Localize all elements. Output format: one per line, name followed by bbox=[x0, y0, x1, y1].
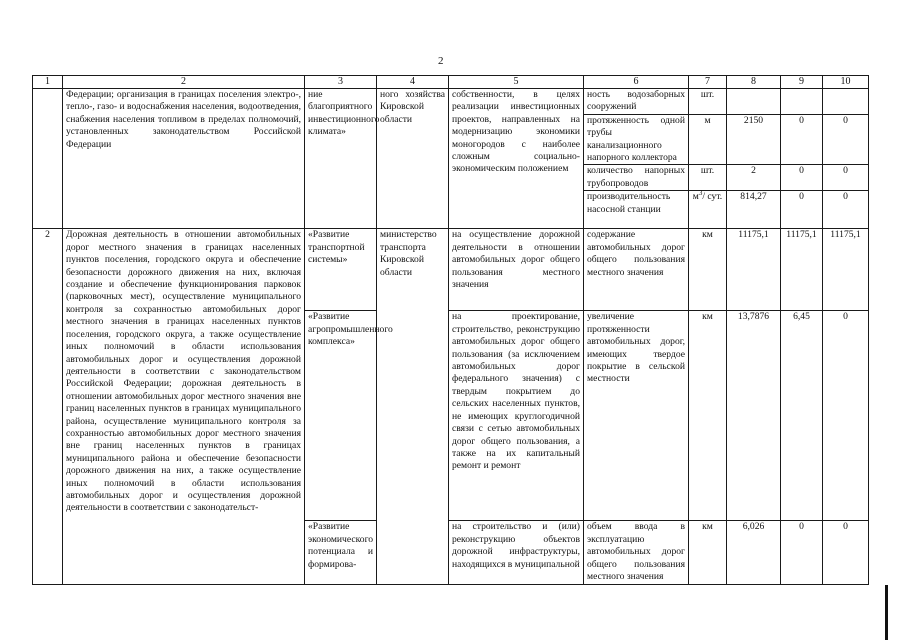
header-cell: 2 bbox=[63, 76, 305, 89]
value-col8: 6,026 bbox=[727, 521, 781, 585]
value-col9: 0 bbox=[781, 191, 823, 229]
header-cell: 8 bbox=[727, 76, 781, 89]
indicator-name: количество напорных трубопроводов bbox=[584, 165, 689, 191]
program-name: «Развитие агропромышленного комплекса» bbox=[305, 311, 377, 521]
authority-description: Федерации; организация в границах поселения электро-, тепло-, газо- и водоснабжения населения, водоотведения, снабжения населения топливом в пределах полномочий, установленных законодательством Российской Федерации bbox=[63, 89, 305, 229]
unit-rest: / сут. bbox=[702, 191, 723, 203]
value-col10: 0 bbox=[823, 114, 869, 165]
page-number: 2 bbox=[438, 55, 444, 67]
value-col9 bbox=[781, 89, 823, 115]
indicator-name: увеличение протяженности автомобильных дорог, имеющих твердое покрытие в сельской местности bbox=[584, 311, 689, 521]
value-col10: 0 bbox=[823, 191, 869, 229]
indicator-name: производительность насосной станции bbox=[584, 191, 689, 229]
program-name: ние благоприятного инвестиционного климата» bbox=[305, 89, 377, 229]
subsidy-purpose: на строительство и (или) реконструкцию объектов дорожной инфраструктуры, находящихся в муниципальной bbox=[449, 521, 584, 585]
unit: км bbox=[689, 229, 727, 311]
unit bbox=[689, 191, 727, 229]
indicator-name: протяженность одной трубы канализационного напорного коллектора bbox=[584, 114, 689, 165]
value-col8 bbox=[727, 89, 781, 115]
subsidy-purpose: на осуществление дорожной деятельности в отношении автомобильных дорог общего пользования местного значения bbox=[449, 229, 584, 311]
value-col8: 814,27 bbox=[727, 191, 781, 229]
agency-name: министерство транспорта Кировской области bbox=[377, 229, 449, 585]
header-cell: 3 bbox=[305, 76, 377, 89]
value-col9: 0 bbox=[781, 521, 823, 585]
header-cell: 10 bbox=[823, 76, 869, 89]
header-row bbox=[33, 76, 869, 89]
value-col9: 6,45 bbox=[781, 311, 823, 521]
header-cell: 4 bbox=[377, 76, 449, 89]
unit-base: м bbox=[692, 191, 699, 203]
value-col9: 0 bbox=[781, 165, 823, 191]
value-col8: 11175,1 bbox=[727, 229, 781, 311]
value-col9: 0 bbox=[781, 114, 823, 165]
header-cell: 1 bbox=[33, 76, 63, 89]
header-cell: 6 bbox=[584, 76, 689, 89]
table-row bbox=[33, 89, 869, 115]
unit: шт. bbox=[689, 165, 727, 191]
table-row bbox=[33, 229, 869, 311]
subsidy-purpose: собственности, в целях реализации инвестиционных проектов, направленных на модернизацию экономики моногородов с наиболее сложным социально-экономическим положением bbox=[449, 89, 584, 229]
value-col9: 11175,1 bbox=[781, 229, 823, 311]
subsidy-purpose: на проектирование, строительство, реконструкцию автомобильных дорог общего пользования (за исключением автомобильных дорог федерального значения) с твердым покрытием до сельских населенных пунктов, не имеющих круглогодичной связи с сетью автомобильных дорог общего пользования, а также на их капитальный ремонт и ремонт bbox=[449, 311, 584, 521]
unit: шт. bbox=[689, 89, 727, 115]
indicator-name: объем ввода в эксплуатацию автомобильных дорог общего пользования местного значения bbox=[584, 521, 689, 585]
program-name: «Развитие экономического потенциала и формирова- bbox=[305, 521, 377, 585]
agency-name: ного хозяйства Кировской области bbox=[377, 89, 449, 229]
value-col10: 0 bbox=[823, 165, 869, 191]
value-col8: 2 bbox=[727, 165, 781, 191]
row-number bbox=[33, 89, 63, 229]
value-col8: 13,7876 bbox=[727, 311, 781, 521]
program-name: «Развитие транспортной системы» bbox=[305, 229, 377, 311]
value-col8: 2150 bbox=[727, 114, 781, 165]
indicator-name: ность водозаборных сооружений bbox=[584, 89, 689, 115]
indicator-name: содержание автомобильных дорог общего пользования местного значения bbox=[584, 229, 689, 311]
authority-description: Дорожная деятельность в отношении автомобильных дорог местного значения в границах населенных пунктов поселения, городского округа и обеспечение безопасности дорожного движения на них, включая создание и обеспечение функционирования парковок (парковочных мест), осуществление муниципального контроля за сохранностью автомобильных дорог местного значения в границах населенных пунктов поселения, городского округа, а также осуществление иных полномочий в области использования автомобильных дорог и осуществления дорожной деятельности в соответствии с законодательством Российской Федерации; дорожная деятельность в отношении автомобильных дорог местного значения вне границ населенных пунктов в границах муниципального района, осуществление муниципального контроля за сохранностью автомобильных дорог местного значения вне границ населенных пунктов в границах муниципального района и обеспечение безопасности дорожного движения на них, а также осуществление иных полномочий в области использования автомобильных дорог и осуществления дорожной деятельности в соответствии с законодательст- bbox=[63, 229, 305, 585]
value-col10: 0 bbox=[823, 521, 869, 585]
row-number: 2 bbox=[33, 229, 63, 585]
header-cell: 7 bbox=[689, 76, 727, 89]
value-col10: 11175,1 bbox=[823, 229, 869, 311]
unit: м bbox=[689, 114, 727, 165]
unit: км bbox=[689, 311, 727, 521]
scan-edge-line bbox=[885, 585, 888, 640]
value-col10 bbox=[823, 89, 869, 115]
header-cell: 9 bbox=[781, 76, 823, 89]
data-table bbox=[32, 75, 869, 585]
unit-superscript: 3 bbox=[698, 189, 703, 198]
header-cell: 5 bbox=[449, 76, 584, 89]
unit: км bbox=[689, 521, 727, 585]
value-col10: 0 bbox=[823, 311, 869, 521]
